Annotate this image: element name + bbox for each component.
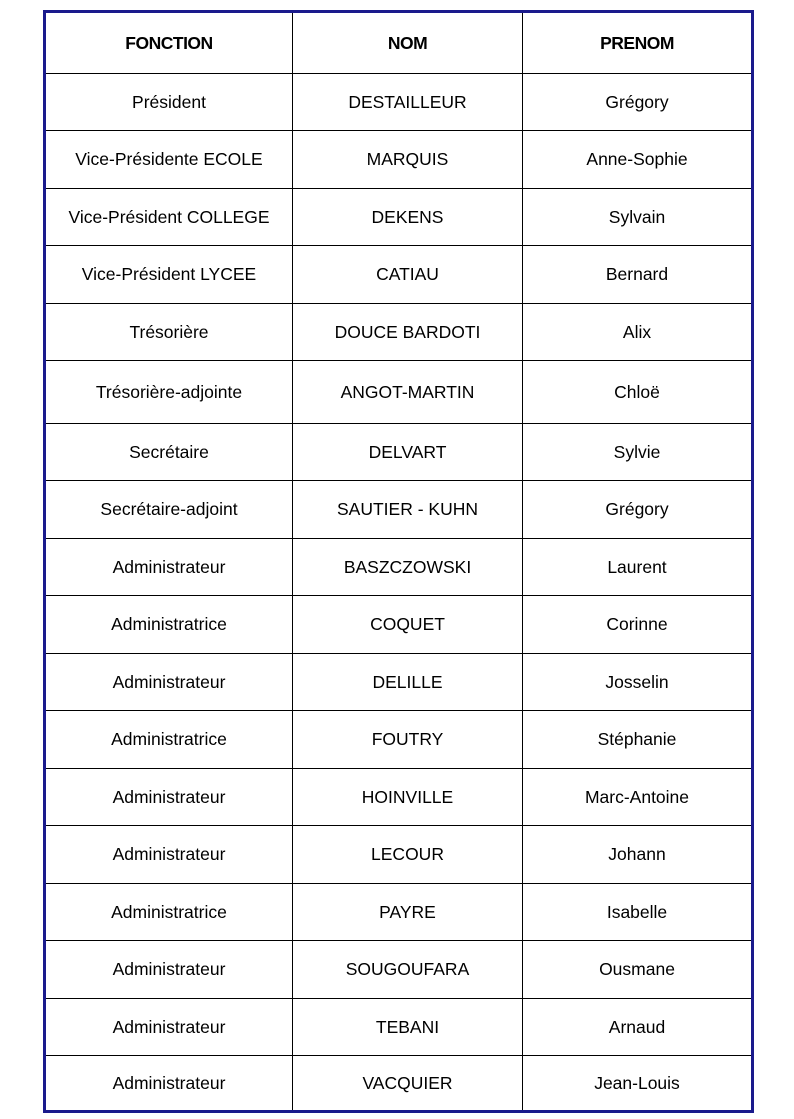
cell-nom: LECOUR [293,826,523,884]
cell-nom: COQUET [293,596,523,654]
table-row [45,999,753,1056]
cell-prenom: Anne-Sophie [523,131,753,189]
table-header-row [45,12,753,74]
cell-prenom: Johann [523,826,753,884]
cell-fonction: Vice-Président COLLEGE [45,189,293,246]
cell-fonction: Administrateur [45,654,293,711]
cell-fonction: Secrétaire [45,424,293,481]
cell-nom: TEBANI [293,999,523,1056]
cell-fonction: Administrateur [45,769,293,826]
cell-nom: DESTAILLEUR [293,74,523,131]
cell-prenom: Grégory [523,74,753,131]
cell-prenom: Laurent [523,539,753,596]
table-row [45,884,753,941]
cell-fonction: Administratrice [45,711,293,769]
cell-fonction: Président [45,74,293,131]
table-row [45,711,753,769]
cell-prenom: Josselin [523,654,753,711]
header-nom: NOM [293,12,523,74]
cell-prenom: Grégory [523,481,753,539]
cell-fonction: Administratrice [45,884,293,941]
cell-fonction: Trésorière [45,304,293,361]
cell-fonction: Secrétaire-adjoint [45,481,293,539]
table-row [45,941,753,999]
cell-nom: DELILLE [293,654,523,711]
table-row [45,131,753,189]
cell-fonction: Administrateur [45,826,293,884]
cell-fonction: Administrateur [45,999,293,1056]
header-prenom: PRENOM [523,12,753,74]
cell-nom: DOUCE BARDOTI [293,304,523,361]
cell-nom: SAUTIER - KUHN [293,481,523,539]
cell-prenom: Marc-Antoine [523,769,753,826]
cell-fonction: Vice-Président LYCEE [45,246,293,304]
cell-prenom: Alix [523,304,753,361]
cell-fonction: Administratrice [45,596,293,654]
cell-prenom: Bernard [523,246,753,304]
table-row [45,246,753,304]
table-row [45,424,753,481]
cell-prenom: Corinne [523,596,753,654]
cell-prenom: Ousmane [523,941,753,999]
cell-nom: DEKENS [293,189,523,246]
cell-nom: MARQUIS [293,131,523,189]
table-row [45,361,753,424]
table-row [45,481,753,539]
cell-nom: VACQUIER [293,1056,523,1112]
cell-fonction: Administrateur [45,941,293,999]
cell-prenom: Stéphanie [523,711,753,769]
table-row [45,654,753,711]
cell-nom: BASZCZOWSKI [293,539,523,596]
cell-prenom: Sylvie [523,424,753,481]
cell-prenom: Arnaud [523,999,753,1056]
cell-nom: FOUTRY [293,711,523,769]
cell-prenom: Chloë [523,361,753,424]
cell-fonction: Administrateur [45,1056,293,1112]
cell-fonction: Administrateur [45,539,293,596]
table-row [45,304,753,361]
cell-nom: DELVART [293,424,523,481]
cell-nom: SOUGOUFARA [293,941,523,999]
cell-nom: ANGOT-MARTIN [293,361,523,424]
table-row [45,596,753,654]
table-row [45,539,753,596]
table-row [45,74,753,131]
table-row [45,826,753,884]
cell-nom: PAYRE [293,884,523,941]
table-row [45,769,753,826]
board-members-table [43,10,754,1113]
cell-prenom: Sylvain [523,189,753,246]
table-row [45,189,753,246]
cell-prenom: Jean-Louis [523,1056,753,1112]
cell-fonction: Trésorière-adjointe [45,361,293,424]
cell-nom: HOINVILLE [293,769,523,826]
cell-fonction: Vice-Présidente ECOLE [45,131,293,189]
header-fonction: FONCTION [45,12,293,74]
cell-prenom: Isabelle [523,884,753,941]
table-row [45,1056,753,1112]
cell-nom: CATIAU [293,246,523,304]
